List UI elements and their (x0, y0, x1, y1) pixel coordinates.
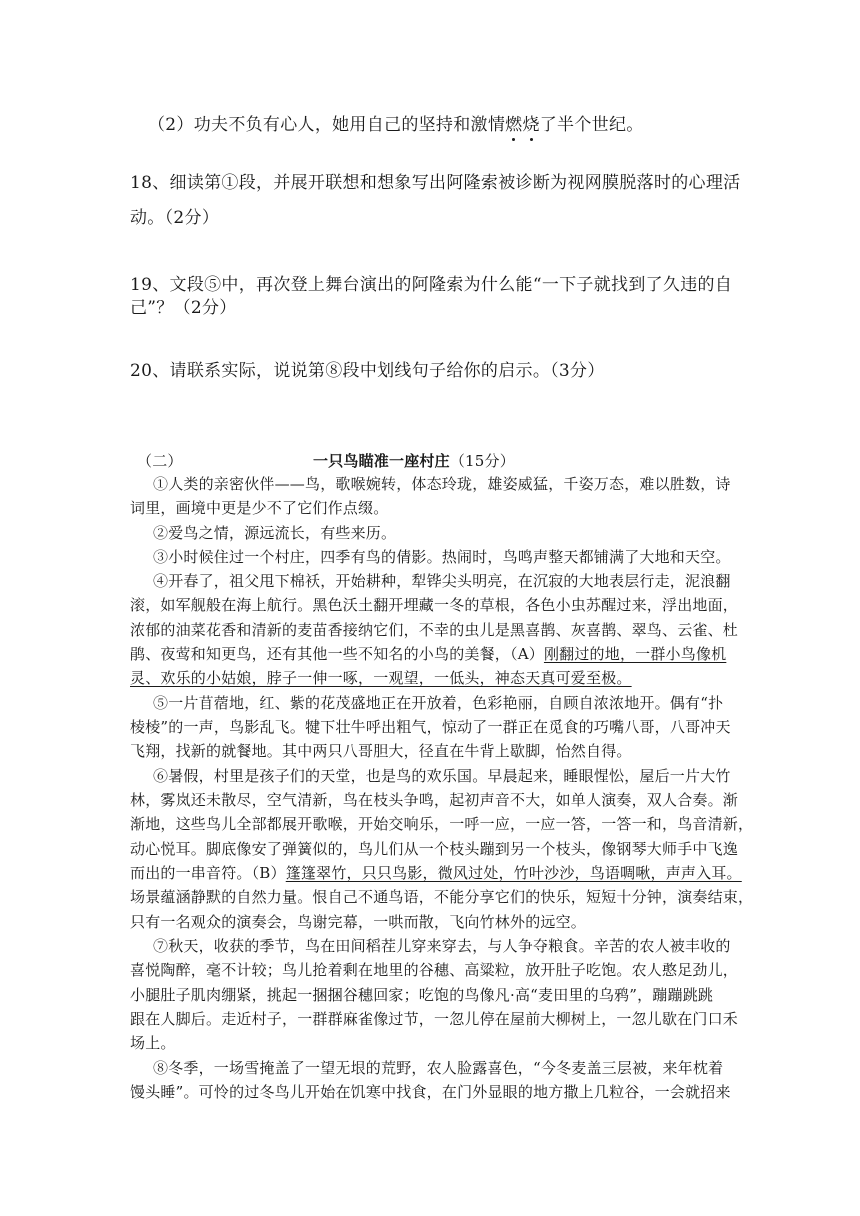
para-4-line-3: 浓郁的油菜花香和清新的麦苗香接纳它们，不幸的虫儿是黑喜鹊、灰喜鹊、翠鸟、云雀、杜 (130, 621, 739, 639)
para-6-line-1: ⑥暑假，村里是孩子们的天堂，也是鸟的欢乐国。早晨起来，睡眼惺忪，屋后一片大竹 (153, 767, 731, 785)
underlined-sentence-b: 篷篷翠竹，只只鸟影，微风过处，竹叶沙沙，鸟语啁啾，声声入耳。 (285, 864, 742, 882)
question-19-line2: 己”？（2分） (130, 298, 237, 318)
para-3: ③小时候住过一个村庄，四季有鸟的倩影。热闹时，鸟鸣声整天都铺满了大地和天空。 (153, 548, 731, 566)
para-7-line-1: ⑦秋天，收获的季节，鸟在田间稻茬儿穿来穿去，与人争夺粮食。辛苦的农人被丰收的 (153, 937, 731, 955)
section-heading (313, 450, 515, 471)
para-7-line-3: 小腿肚子肌肉绷紧，挑起一捆捆谷穗回家；吃饱的鸟像凡·高“麦田里的乌鸦”，蹦蹦跳跳 (130, 986, 714, 1004)
para-6-line-2: 林，雾岚还未散尽，空气清新，鸟在枝头争鸣，起初声音不大，如单人演奏，双人合奏。渐 (130, 791, 739, 809)
section-score: （15分） (449, 452, 515, 470)
para-6-line-3: 渐地，这些鸟儿全部都展开歌喉，开始交响乐，一呼一应，一应一答，一答一和，鸟音清新， (130, 815, 754, 833)
para-8-line-1: ⑧冬季，一场雪掩盖了一望无垠的荒野，农人脸露喜色，“今冬麦盖三层被，来年枕着 (153, 1059, 724, 1077)
underlined-sentence-a-start: 刚翻过的地，一群小鸟像机 (543, 645, 727, 663)
para-4-line-1: ④开春了，祖父甩下棉袄，开始耕种，犁铧尖头明亮，在沉寂的大地表层行走，泥浪翻 (153, 572, 731, 590)
answer-2-text-end: 了半个世纪。 (539, 115, 644, 135)
para-4-line-2: 滚，如军舰般在海上航行。黑色沃土翻开埋藏一冬的草根，各色小虫苏醒过来，浮出地面， (130, 596, 739, 614)
para-6-line-5 (130, 862, 742, 883)
para-6-line-5-text: 而出的一串音符。（B） (130, 864, 286, 882)
para-5-line-1: ⑤一片苜蓿地，红、紫的花茂盛地正在开放着，色彩艳丽，自顾自浓浓地开。偶有“扑 (153, 694, 724, 712)
question-19-line1: 19、文段⑤中，再次登上舞台演出的阿隆索为什么能“一下子就找到了久违的自 (130, 275, 733, 295)
answer-2-text: （2）功夫不负有心人，她用自己的坚持和激情 (148, 115, 506, 135)
para-6-line-6: 场景蕴涵静默的自然力量。恨自己不通鸟语，不能分享它们的快乐，短短十分钟，演奏结束， (130, 888, 754, 906)
answer-2-line (148, 110, 644, 135)
para-5-line-2: 棱棱”的一声，鸟影乱飞。犍下壮牛呼出粗气，惊动了一群正在觅食的巧嘴八哥，八哥冲天 (130, 718, 731, 736)
emphasis-char-1: 燃 (505, 115, 523, 135)
underlined-sentence-a-end: 灵、欢乐的小姑娘，脖子一伸一啄，一观望，一低头，神态天真可爱至极。 (130, 669, 632, 687)
question-18-line2: 动。（2分） (130, 208, 220, 228)
emphasis-char-2: 烧 (522, 115, 540, 135)
para-7-line-2: 喜悦陶醉，毫不计较；鸟儿抢着剩在地里的谷穗、高粱粒，放开肚子吃饱。农人憨足劲儿， (130, 961, 739, 979)
question-20: 20、请联系实际，说说第⑧段中划线句子给你的启示。（3分） (130, 361, 605, 381)
question-18-line1: 18、细读第①段，并展开联想和想象写出阿隆索被诊断为视网膜脱落时的心理活 (130, 173, 741, 193)
para-4-line-4-text: 鹃、夜莺和知更鸟，还有其他一些不知名的小鸟的美餐，（A） (130, 645, 544, 663)
para-4-line-4 (130, 643, 726, 664)
para-1-line-2: 词里，画境中更是少不了它们作点缀。 (130, 499, 389, 517)
para-7-line-4: 跟在人脚后。走近村子，一群群麻雀像过节，一忽儿停在屋前大柳树上，一忽儿歇在门口禾 (130, 1010, 739, 1028)
para-8-line-2: 馒头睡”。可怜的过冬鸟儿开始在饥寒中找食，在门外显眼的地方撒上几粒谷，一会就招来 (130, 1083, 731, 1101)
para-2: ②爱鸟之情，源远流长，有些来历。 (153, 524, 397, 542)
para-5-line-3: 飞翔，找新的就餐地。其中两只八哥胆大，径直在牛背上歇脚，怡然自得。 (130, 742, 632, 760)
section-number: （二） (137, 452, 183, 470)
para-6-line-7: 只有一名观众的演奏会，鸟谢完幕，一哄而散，飞向竹林外的远空。 (130, 913, 587, 931)
para-1-line-1: ①人类的亲密伙伴——鸟，歌喉婉转，体态玲珑，雄姿威猛，千姿万态，难以胜数，诗 (153, 475, 731, 493)
para-6-line-4: 动心悦耳。脚底像安了弹簧似的，鸟儿们从一个枝头蹦到另一个枝头，像钢琴大师手中飞逸 (130, 840, 739, 858)
para-7-line-5: 场上。 (130, 1034, 176, 1052)
section-title: 一只鸟瞄准一座村庄 (313, 452, 450, 470)
